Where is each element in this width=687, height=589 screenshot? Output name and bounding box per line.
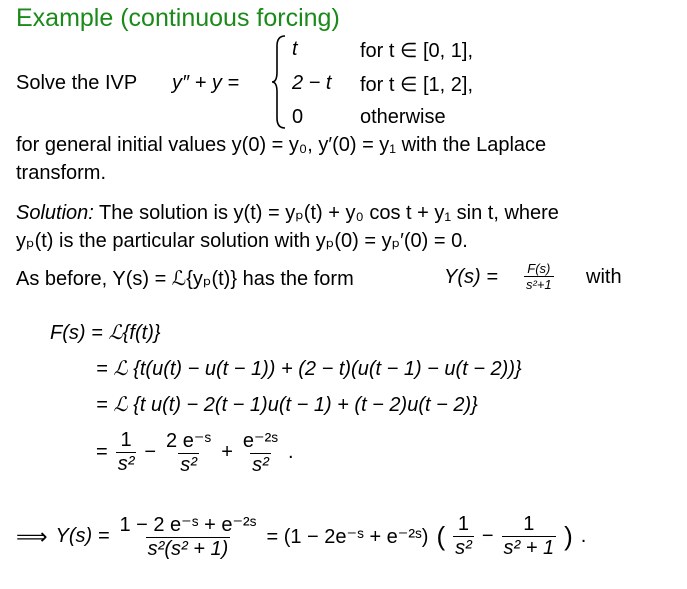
deriv-minus: − <box>144 441 157 463</box>
slide-title: Example (continuous forcing) <box>16 4 340 32</box>
case-cond-1: for t ∈ [0, 1], <box>360 40 474 62</box>
deriv-line-2: = ℒ {t(u(t) − u(t − 1)) + (2 − t)(u(t − 1) − u(t − 2))} <box>96 358 522 380</box>
as-before-with: with <box>586 266 622 288</box>
final-end: . <box>580 525 587 547</box>
frac2-den: s² <box>180 454 197 476</box>
transform-line: transform. <box>16 162 107 184</box>
ivp-lhs: y″ + y = <box>172 72 240 94</box>
as-before-fraction <box>524 261 554 292</box>
solution-label: Solution: <box>16 202 94 224</box>
solution-line-1 <box>16 200 559 225</box>
deriv-line-1: F(s) = ℒ{f(t)} <box>50 322 161 344</box>
final-num: 1 − 2 e⁻ˢ + e⁻²ˢ <box>119 514 257 536</box>
case-expr-2: 2 − t <box>292 72 332 94</box>
implies-arrow: ⟹ <box>16 523 48 549</box>
frac3-num: e⁻²ˢ <box>242 430 279 452</box>
as-before-den: s²+1 <box>526 277 552 292</box>
solution-line-2: yₚ(t) is the particular solution with yₚ(0) = yₚ′(0) = 0. <box>16 230 468 252</box>
deriv-line-4 <box>96 428 294 477</box>
deriv-plus: + <box>221 441 233 463</box>
final-eq: = (1 − 2e⁻ˢ + e⁻²ˢ) <box>266 526 429 548</box>
as-before-num: F(s) <box>527 261 551 276</box>
final-frac2-num: 1 <box>523 513 535 535</box>
frac3-den: s² <box>252 454 269 476</box>
left-brace <box>270 34 288 130</box>
as-before-Y: Y(s) = <box>444 266 498 288</box>
case-expr-3: 0 <box>292 106 304 128</box>
deriv-end: . <box>288 441 294 463</box>
paren-open: ( <box>436 521 446 551</box>
ivp-lead: Solve the IVP <box>16 72 138 94</box>
final-minus: − <box>481 525 494 547</box>
final-frac1-num: 1 <box>457 513 470 535</box>
frac1-den: s² <box>117 453 135 475</box>
frac2-num: 2 e⁻ˢ <box>166 430 212 452</box>
final-frac2-den: s² + 1 <box>503 537 555 559</box>
final-Y: Y(s) = <box>55 525 110 547</box>
case-cond-2: for t ∈ [1, 2], <box>360 74 474 96</box>
final-frac1-den: s² <box>455 537 472 559</box>
initial-values-line: for general initial values y(0) = y₀, y′(0) = y₁ with the Laplace <box>16 134 547 156</box>
deriv-line-3: = ℒ {t u(t) − 2(t − 1)u(t − 1) + (t − 2)u(t − 2)} <box>96 394 478 416</box>
case-expr-1: t <box>292 38 298 60</box>
paren-close: ) <box>564 521 573 551</box>
final-den: s²(s² + 1) <box>147 538 229 560</box>
final-line <box>16 512 586 561</box>
as-before-text: As before, Y(s) = ℒ{yₚ(t)} has the form <box>16 268 354 290</box>
deriv-line-4-eq: = <box>96 441 108 463</box>
frac1-num: 1 <box>120 429 132 451</box>
solution-text-1: The solution is y(t) = yₚ(t) + y₀ cos t + y₁ sin t, where <box>99 202 559 224</box>
case-cond-3: otherwise <box>360 106 446 128</box>
